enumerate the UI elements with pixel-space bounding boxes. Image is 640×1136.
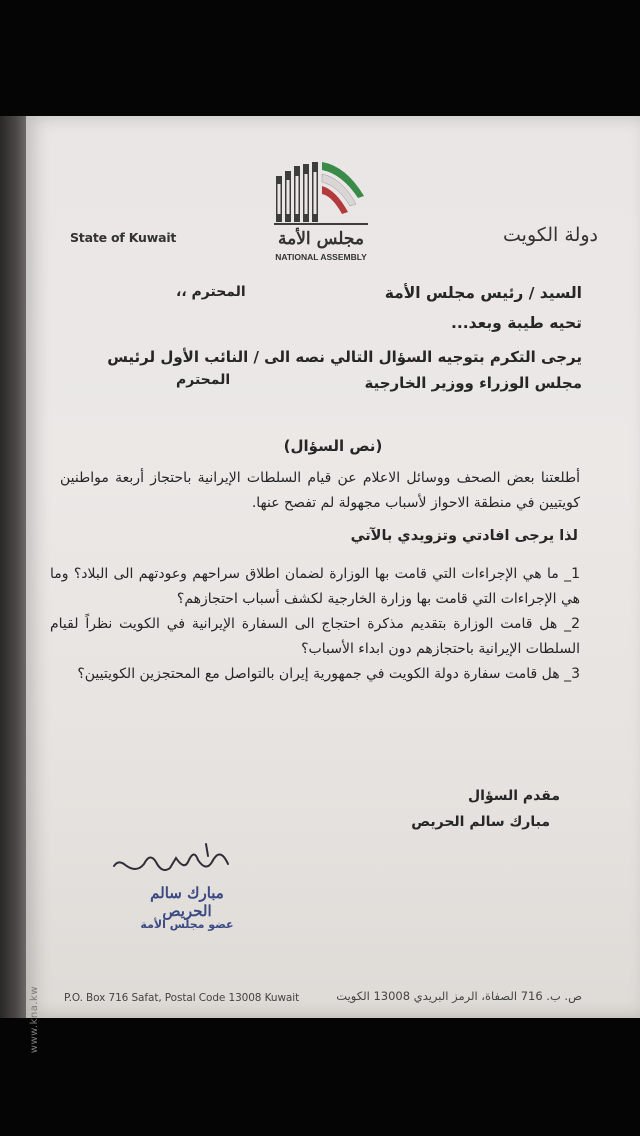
state-name-ar: دولة الكويت	[503, 224, 598, 246]
handwritten-signature	[110, 834, 236, 878]
stamp-title: عضو مجلس الأمة	[140, 918, 234, 931]
question-body: أطلعتنا بعض الصحف ووسائل الاعلام عن قيام السلطات الإيرانية باحتجاز أربعة مواطنين كويتيين في منطقة الاحواز لأسباب مجهولة لم تفصح عنها.	[60, 470, 580, 511]
question-item-2: 2_ هل قامت الوزارة بتقديم مذكرة احتجاج الى السفارة الإيرانية في الكويت نظراً لقيام السلطات الإيرانية باحتجازهم دون ابداء الأسباب؟	[50, 616, 580, 657]
submitter-name: مبارك سالم الحريص	[411, 814, 550, 830]
state-name-en: State of Kuwait	[70, 230, 177, 245]
request-line-1: يرجى التكرم بتوجيه السؤال التالي نصه الى / النائب الأول لرئيس	[107, 348, 582, 366]
submitter-label: مقدم السؤال	[468, 788, 560, 804]
question-item-1: 1_ ما هي الإجراءات التي قامت بها الوزارة لضمان اطلاق سراحهم وعودتهم الى البلاد؟ وما هي الإجراءات التي قامت بها وزارة الخارجية لكشف أسباب احتجازهم؟	[50, 566, 580, 607]
footer-address-ar: ص. ب. 716 الصفاة، الرمز البريدي 13008 الكويت	[336, 989, 582, 1003]
assembly-name-en: NATIONAL ASSEMBLY	[275, 252, 367, 262]
national-assembly-logo	[266, 156, 376, 276]
stamp-name: مبارك سالم الحريص	[150, 884, 224, 920]
photo-dark-border-left	[0, 116, 26, 1018]
honorific-2: المحترم	[176, 372, 231, 388]
photo-dark-border-bottom	[0, 1018, 640, 1136]
question-item-3: 3_ هل قامت سفارة دولة الكويت في جمهورية إيران بالتواصل مع المحتجزين الكويتيين؟	[77, 666, 580, 682]
question-lead: لذا يرجى افادتي وتزويدي بالآتي	[350, 528, 578, 544]
footer-address-en: P.O. Box 716 Safat, Postal Code 13008 Kuwait	[64, 992, 300, 1004]
member-stamp	[122, 884, 252, 954]
photo-dark-border-top	[0, 0, 640, 116]
honorific-1: المحترم ،،	[176, 284, 246, 300]
addressee-line: السيد / رئيس مجلس الأمة	[384, 284, 582, 302]
assembly-name-ar: مجلس الأمة	[278, 229, 364, 249]
request-line-2: مجلس الوزراء ووزير الخارجية	[364, 374, 582, 392]
question-title: (نص السؤال)	[283, 437, 383, 455]
watermark: www.kna.kw	[29, 986, 40, 1054]
question-items	[50, 562, 580, 687]
greeting-line: تحيه طيبة وبعد...	[451, 314, 582, 332]
letter-page	[26, 116, 640, 1054]
